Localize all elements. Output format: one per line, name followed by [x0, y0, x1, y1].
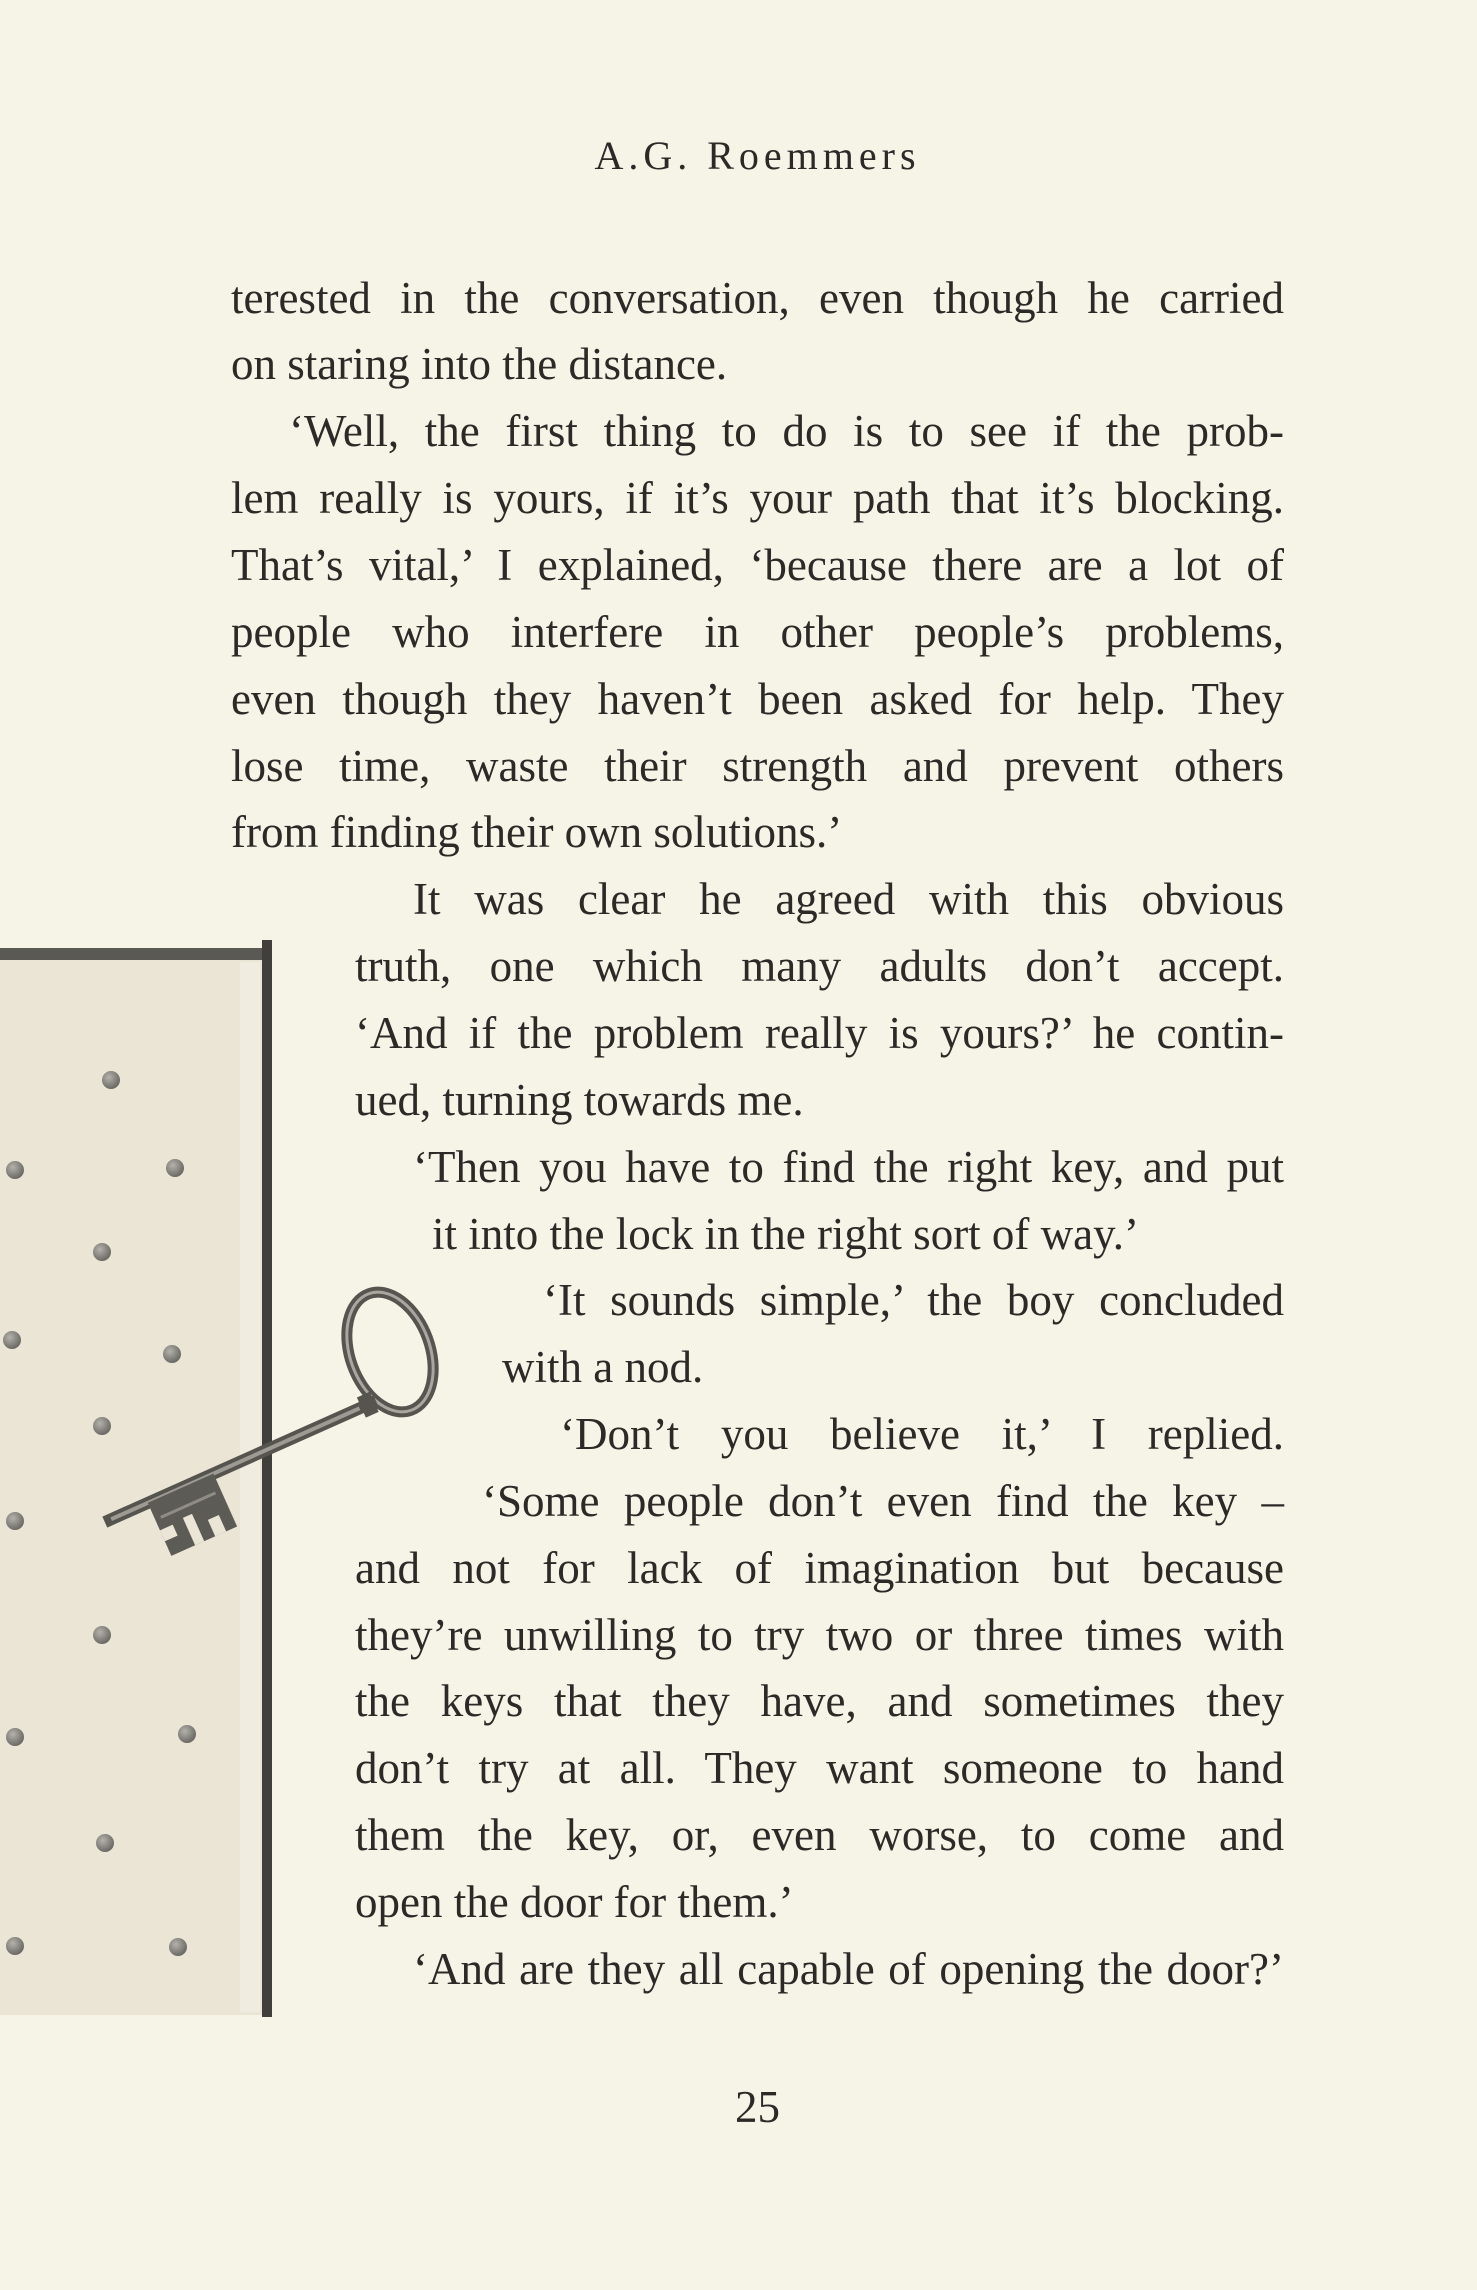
panel-top-rule	[0, 948, 272, 960]
panel-dot	[6, 1161, 24, 1179]
panel-dot	[163, 1345, 181, 1363]
text-line: lose time, waste their strength and prevent others	[231, 741, 1284, 791]
panel-dot	[96, 1834, 114, 1852]
panel-dot	[166, 1159, 184, 1177]
text-line: ‘Well, the first thing to do is to see if the prob-	[289, 406, 1284, 456]
text-line: truth, one which many adults don’t accept.	[355, 941, 1284, 991]
panel-dot	[6, 1512, 24, 1530]
text-line: open the door for them.’	[355, 1877, 794, 1927]
text-line: ‘And if the problem really is yours?’ he contin-	[355, 1008, 1284, 1058]
panel-dot	[93, 1626, 111, 1644]
text-line: it into the lock in the right sort of way.’	[432, 1209, 1139, 1259]
panel-dot	[93, 1417, 111, 1435]
text-line: even though they haven’t been asked for help. They	[231, 674, 1284, 724]
dotted-panel	[0, 940, 272, 2017]
key-ring	[331, 1280, 449, 1424]
panel-dot	[169, 1938, 187, 1956]
panel-dot	[3, 1331, 21, 1349]
panel-dot	[6, 1937, 24, 1955]
panel-dot	[102, 1071, 120, 1089]
text-line: from finding their own solutions.’	[231, 807, 843, 857]
text-line: ued, turning towards me.	[355, 1075, 804, 1125]
panel-dot	[93, 1243, 111, 1261]
text-line: don’t try at all. They want someone to hand	[355, 1743, 1284, 1793]
text-line: ‘It sounds simple,’ the boy concluded	[543, 1275, 1284, 1325]
running-head: A.G. Roemmers	[594, 133, 921, 178]
text-line: lem really is yours, if it’s your path that it’s blocking.	[231, 473, 1284, 523]
text-line: That’s vital,’ I explained, ‘because there are a lot of	[231, 540, 1284, 590]
panel-dot	[178, 1725, 196, 1743]
text-line: on staring into the distance.	[231, 339, 728, 389]
panel-dot	[6, 1728, 24, 1746]
text-line: ‘And are they all capable of opening the door?’	[413, 1944, 1284, 1994]
text-line: ‘Don’t you believe it,’ I replied.	[560, 1409, 1284, 1459]
text-line: and not for lack of imagination but because	[355, 1543, 1284, 1593]
text-line: people who interfere in other people’s problems,	[231, 607, 1284, 657]
text-line: terested in the conversation, even though he carried	[231, 273, 1284, 323]
panel-side-rule	[262, 940, 272, 2017]
page-number: 25	[735, 2082, 780, 2132]
text-line: they’re unwilling to try two or three times with	[355, 1610, 1284, 1660]
text-line: with a nod.	[502, 1342, 704, 1392]
text-line: the keys that they have, and sometimes they	[355, 1676, 1284, 1726]
text-line: ‘Then you have to find the right key, and put	[413, 1142, 1284, 1192]
text-line: them the key, or, even worse, to come and	[355, 1810, 1284, 1860]
text-line: It was clear he agreed with this obvious	[413, 874, 1284, 924]
text-line: ‘Some people don’t even find the key –	[482, 1476, 1284, 1526]
